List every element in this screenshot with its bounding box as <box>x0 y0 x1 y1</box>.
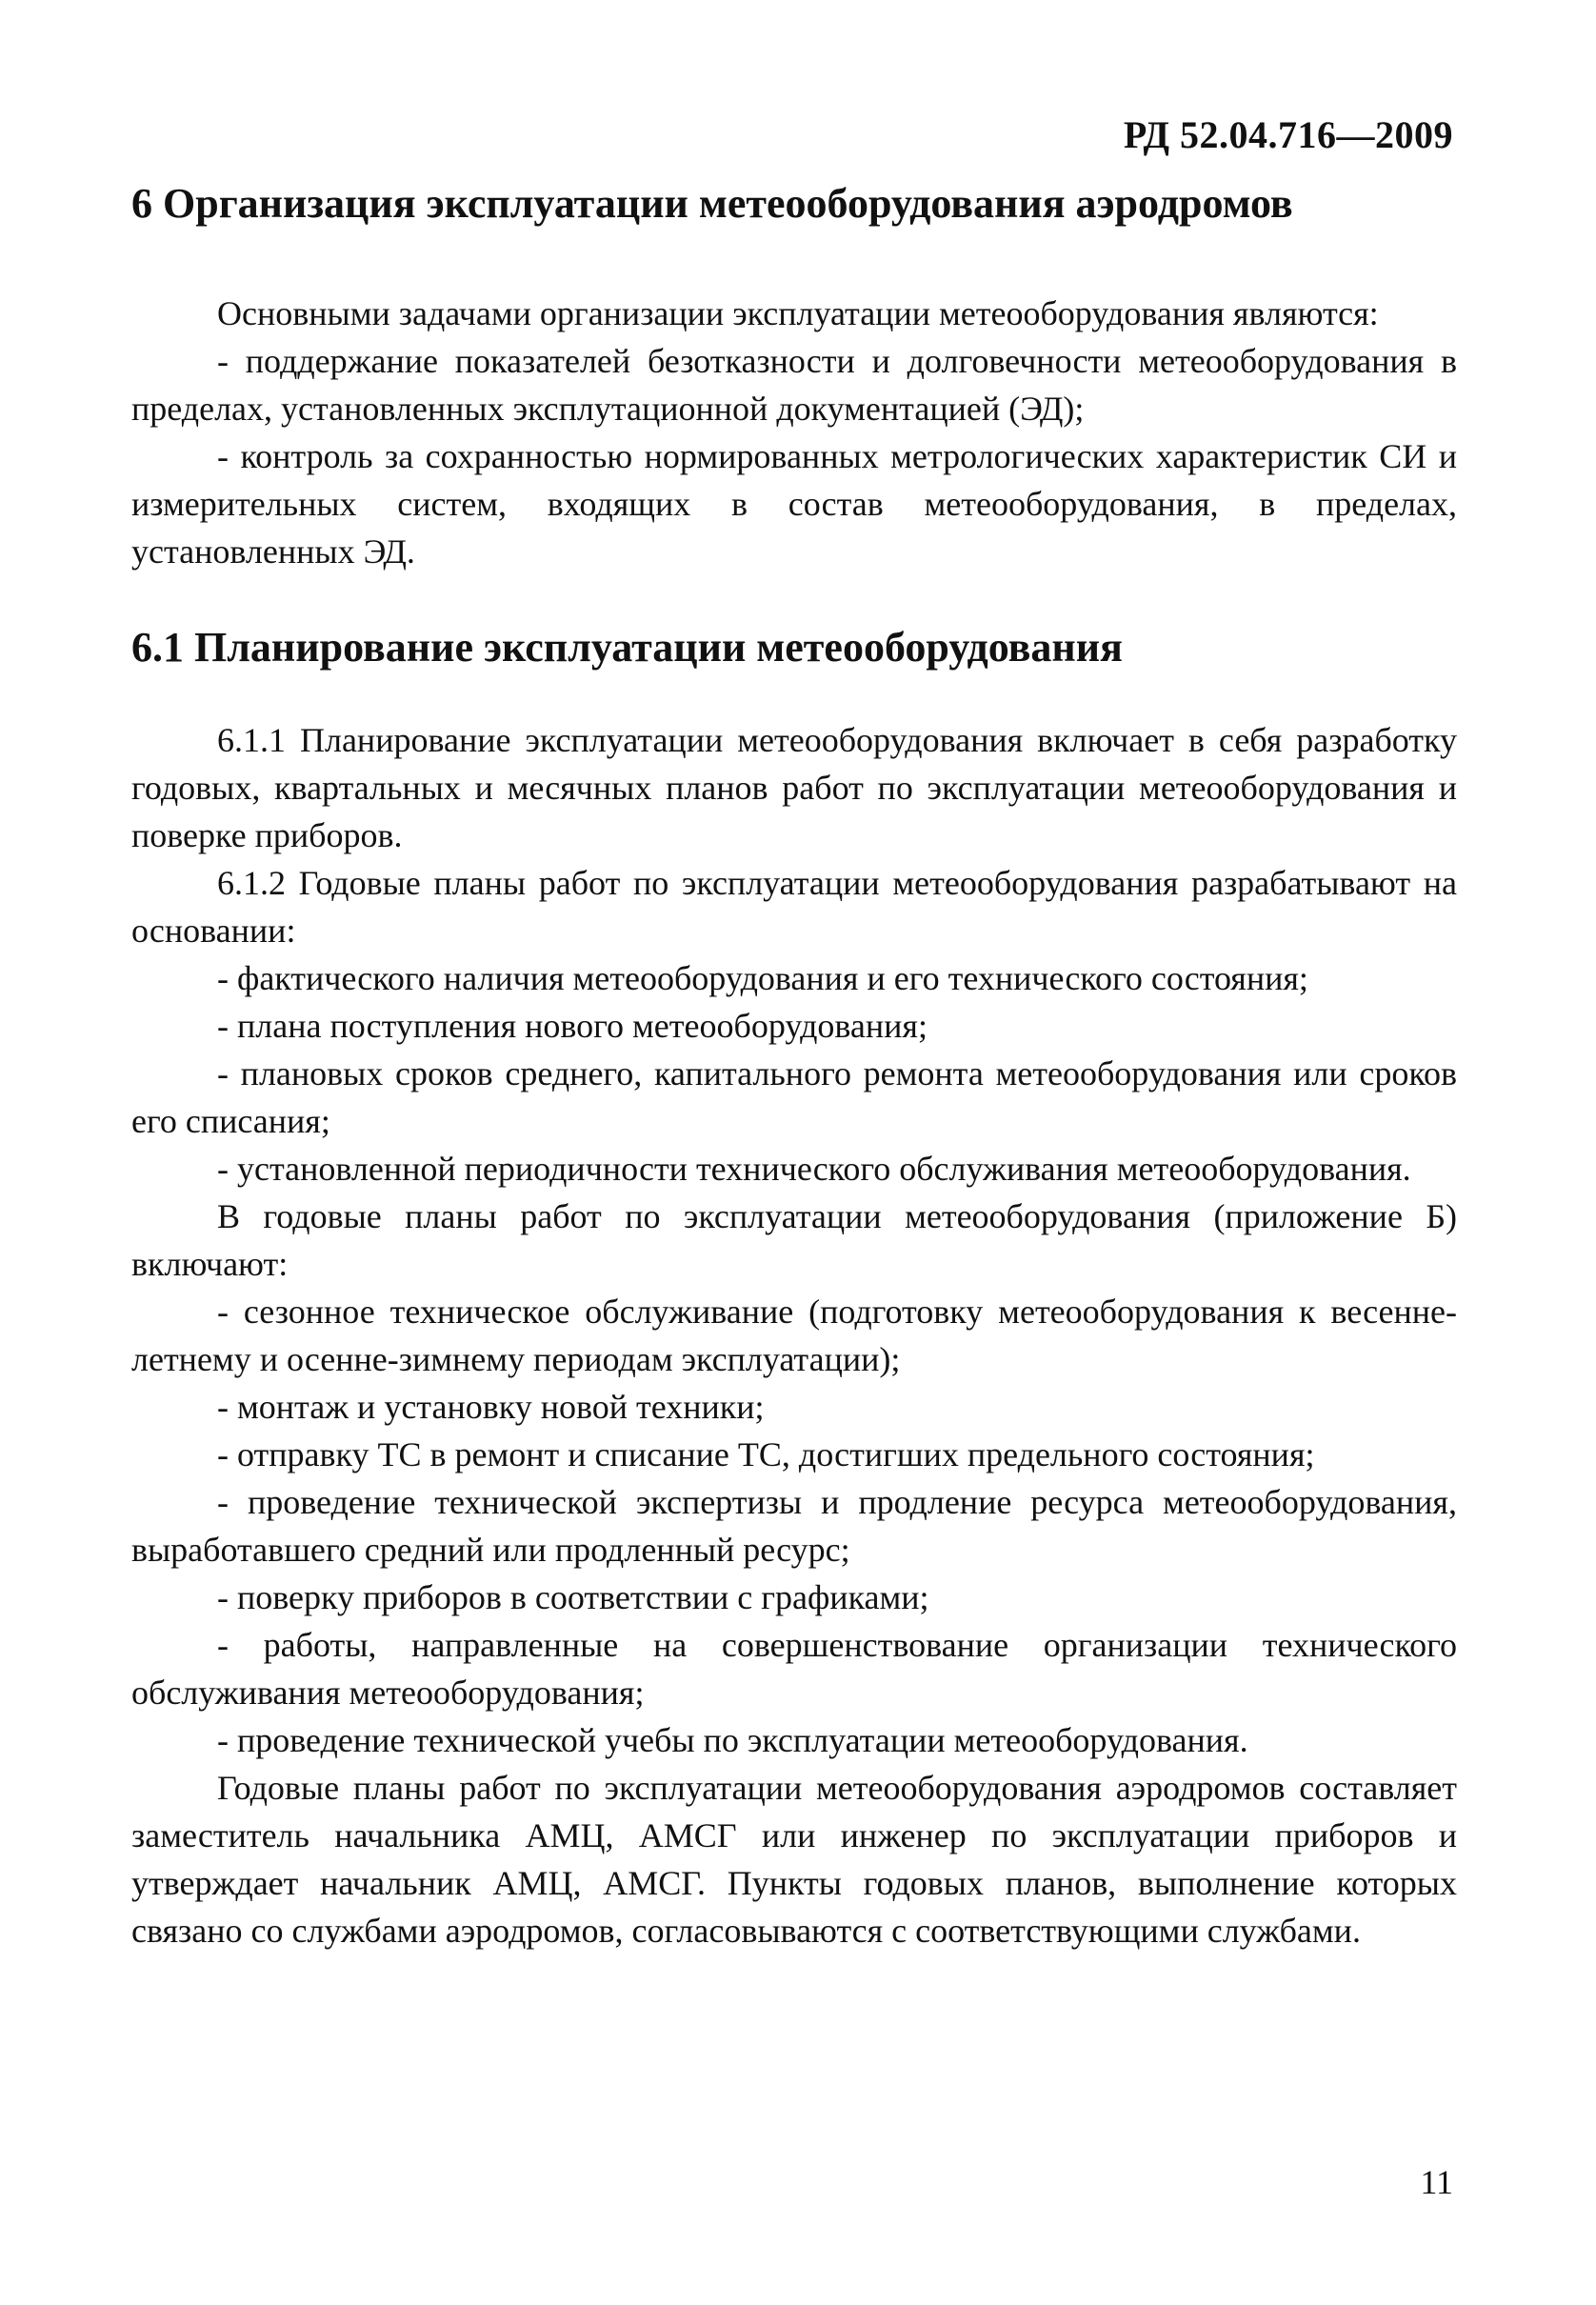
subsection-list-item: - проведение технической экспертизы и продление ресурса метеооборудования, выработавшего средний или продленный ресурс; <box>131 1483 1457 1569</box>
subsection-list-item: - проведение технической учебы по эксплуатации метеооборудования. <box>217 1721 1248 1759</box>
subsection-paragraph: В годовые планы работ по эксплуатации метеооборудования (приложение Б) включают: <box>131 1197 1457 1283</box>
subsection-heading: 6.1 Планирование эксплуатации метеооборудования <box>131 624 1123 671</box>
subsection-list-item: - монтаж и установку новой техники; <box>217 1388 765 1426</box>
subsection-list-item: - плана поступления нового метеооборудования; <box>217 1007 928 1045</box>
subsection-paragraph: 6.1.1 Планирование эксплуатации метеооборудования включает в себя разработку годовых, квартальных и месячных планов работ по эксплуатации метеооборудования и поверке приборов. <box>131 721 1457 854</box>
section-list-item: - поддержание показателей безотказности и долговечности метеооборудования в пределах, установленных эксплутационной документацией (ЭД); <box>131 342 1457 428</box>
subsection-list-item: - плановых сроков среднего, капитального ремонта метеооборудования или сроков его списания; <box>131 1054 1457 1140</box>
subsection-paragraph: Годовые планы работ по эксплуатации метеооборудования аэродромов составляет заместитель начальника АМЦ, АМСГ или инженер по эксплуатации приборов и утверждает начальник АМЦ, АМСГ. Пункты годовых планов, выполнение которых связано со службами аэродромов, согласовываются с соответствующими службами. <box>131 1769 1457 1950</box>
subsection-list-item: - установленной периодичности технического обслуживания метеооборудования. <box>217 1150 1411 1188</box>
subsection-list-item: - фактического наличия метеооборудования и его технического состояния; <box>217 959 1308 997</box>
subsection-list-item: - работы, направленные на совершенствование организации технического обслуживания метеооборудования; <box>131 1626 1457 1712</box>
page-content <box>131 177 1457 1954</box>
subsection-list-item: - отправку ТС в ремонт и списание ТС, достигших предельного состояния; <box>217 1435 1315 1473</box>
section-paragraph: Основными задачами организации эксплуатации метеооборудования являются: <box>217 294 1379 332</box>
subsection-paragraph: 6.1.2 Годовые планы работ по эксплуатации метеооборудования разрабатывают на основании: <box>131 864 1457 950</box>
subsection-list-item: - сезонное техническое обслуживание (подготовку метеооборудования к весенне-летнему и осенне-зимнему периодам эксплуатации); <box>131 1293 1457 1378</box>
document-code: РД 52.04.716—2009 <box>1123 113 1453 156</box>
section-heading: 6 Организация эксплуатации метеооборудования аэродромов <box>131 180 1293 227</box>
section-list-item: - контроль за сохранностью нормированных метрологических характеристик СИ и измерительных систем, входящих в состав метеооборудования, в пределах, установленных ЭД. <box>131 437 1457 571</box>
page-number: 11 <box>1420 2163 1453 2201</box>
subsection-list-item: - поверку приборов в соответствии с графиками; <box>217 1578 929 1616</box>
